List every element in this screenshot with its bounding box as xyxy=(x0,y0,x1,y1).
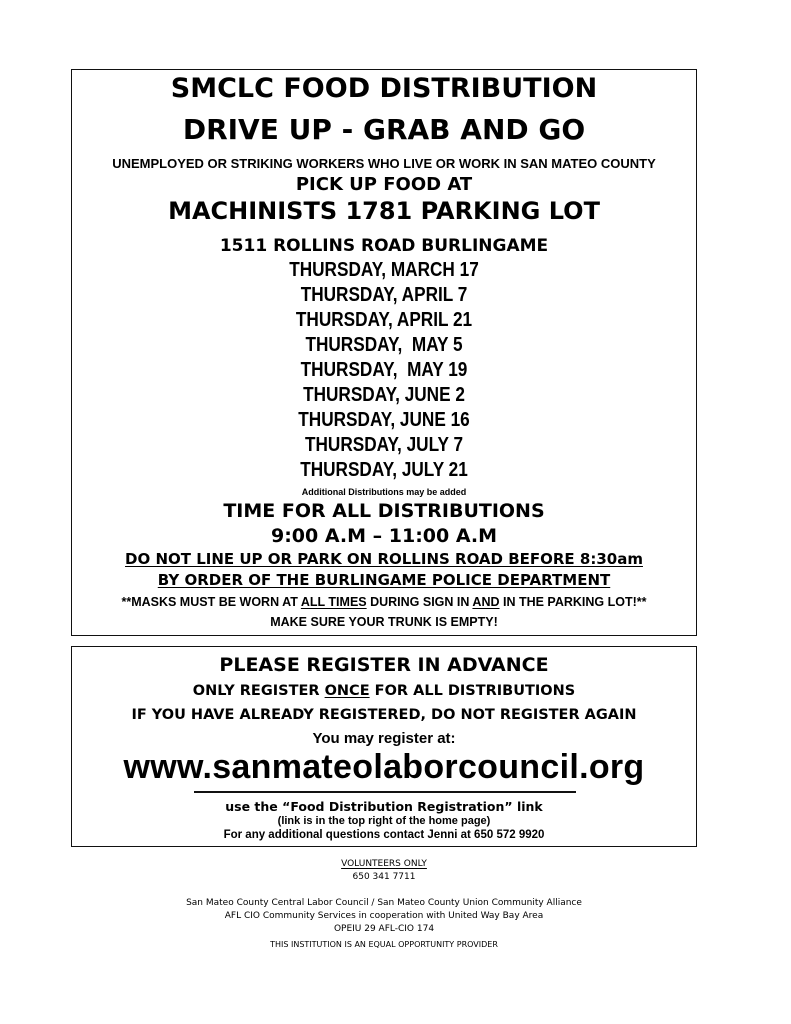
date-item: THURSDAY, MAY 19 xyxy=(300,359,468,381)
volunteer-phone: 650 341 7711 xyxy=(352,872,416,882)
no-line-up-warning: DO NOT LINE UP OR PARK ON ROLLINS ROAD BEFORE 8:30am xyxy=(125,550,643,568)
use-link-text: use the “Food Distribution Registration” link xyxy=(225,799,543,814)
questions-contact: For any additional questions contact Jenni at 650 572 9920 xyxy=(223,829,545,841)
org-line-2: AFL CIO Community Services in cooperation with United Way Bay Area xyxy=(224,911,544,921)
date-item: THURSDAY, APRIL 7 xyxy=(300,284,468,306)
date-item: THURSDAY, MAY 5 xyxy=(305,334,463,356)
masks-notice: **MASKS MUST BE WORN AT ALL TIMES DURING SIGN IN AND IN THE PARKING LOT!** xyxy=(121,595,647,609)
may-register-text: You may register at: xyxy=(312,730,456,747)
eligibility-text: UNEMPLOYED OR STRIKING WORKERS WHO LIVE OR WORK IN SAN MATEO COUNTY xyxy=(112,156,656,171)
org-line-3: OPEIU 29 AFL-CIO 174 xyxy=(333,924,435,934)
date-item: THURSDAY, APRIL 21 xyxy=(295,309,473,331)
volunteers-label: VOLUNTEERS ONLY xyxy=(341,859,427,869)
police-order: BY ORDER OF THE BURLINGAME POLICE DEPARTMENT xyxy=(157,571,611,589)
date-item: THURSDAY, JUNE 2 xyxy=(303,384,465,406)
date-item: THURSDAY, JUNE 16 xyxy=(298,409,470,431)
equal-opportunity-statement: THIS INSTITUTION IS AN EQUAL OPPORTUNITY PROVIDER xyxy=(270,940,498,949)
website-underline xyxy=(194,791,576,793)
trunk-notice: MAKE SURE YOUR TRUNK IS EMPTY! xyxy=(270,615,498,629)
title-line-2: DRIVE UP - GRAB AND GO xyxy=(182,113,586,146)
pickup-label: PICK UP FOOD AT xyxy=(295,174,473,195)
date-item: THURSDAY, JULY 7 xyxy=(304,434,464,456)
additional-note: Additional Distributions may be added xyxy=(301,487,467,497)
link-location-text: (link is in the top right of the home page) xyxy=(277,815,491,827)
time-value: 9:00 A.M – 11:00 A.M xyxy=(270,525,498,547)
register-once-text: ONLY REGISTER ONCE FOR ALL DISTRIBUTIONS xyxy=(192,683,576,699)
title-line-1: SMCLC FOOD DISTRIBUTION xyxy=(170,73,598,104)
website-link[interactable]: www.sanmateolaborcouncil.org xyxy=(123,748,645,786)
address: 1511 ROLLINS ROAD BURLINGAME xyxy=(219,236,549,256)
registration-box xyxy=(71,646,697,847)
date-item: THURSDAY, MARCH 17 xyxy=(289,259,479,281)
register-heading: PLEASE REGISTER IN ADVANCE xyxy=(219,654,549,676)
org-line-1: San Mateo County Central Labor Council / San Mateo County Union Community Alliance xyxy=(186,898,582,908)
time-label: TIME FOR ALL DISTRIBUTIONS xyxy=(223,500,545,522)
location-name: MACHINISTS 1781 PARKING LOT xyxy=(168,197,600,225)
distribution-info-box xyxy=(71,69,697,636)
already-registered-text: IF YOU HAVE ALREADY REGISTERED, DO NOT REGISTER AGAIN xyxy=(131,707,637,723)
date-item: THURSDAY, JULY 21 xyxy=(300,459,468,481)
